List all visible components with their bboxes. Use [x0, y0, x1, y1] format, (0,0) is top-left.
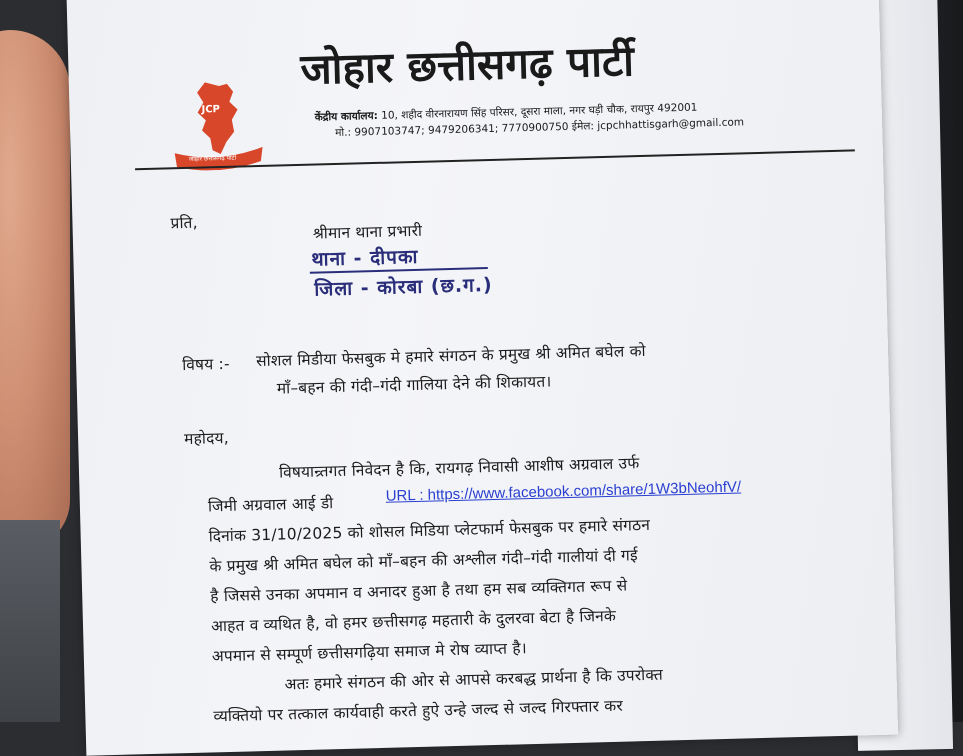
body-line-6: आहत व व्यथित है, वो हमर छत्तीसगढ़ महतारी के दुलरवा बेटा है जिनके: [210, 606, 617, 636]
phone-numbers: 9907103747; 9479206341; 7770900750: [354, 120, 569, 139]
phone-label: मो.:: [335, 126, 352, 140]
sleeve: [0, 520, 60, 722]
body-line-4: के प्रमुख श्री अमित बघेल को माँ–बहन की अश्लील गंदी–गंदी गालीयां दी गई: [209, 546, 639, 576]
organization-name: जोहार छत्तीसगढ़ पार्टी: [299, 36, 635, 94]
body-line-2: जिमी अग्रवाल आई डी: [207, 494, 334, 516]
recipient: श्रीमान थाना प्रभारी: [312, 221, 423, 243]
letterhead-address: [315, 98, 745, 141]
body-line-3: दिनांक 31/10/2025 को शोसल मिडिया प्लेटफार्म फेसबुक पर हमारे संगठन: [208, 515, 651, 546]
office-address: 10, शहीद वीरनारायण सिंह परिसर, दूसरा माला, नगर घड़ी चौक, रायपुर 492001: [381, 101, 698, 122]
facebook-url-link[interactable]: URL : https://www.facebook.com/share/1W3bNeohfV/: [385, 478, 742, 505]
to-label: प्रति,: [170, 213, 198, 233]
party-logo: [167, 79, 269, 172]
subject-label: विषय :-: [181, 354, 230, 375]
handwritten-police-station: थाना - दीपका: [311, 245, 419, 271]
subject-line-2: माँ–बहन की गंदी–गंदी गालिया देने की शिकायत।: [276, 372, 552, 398]
subject-line-1: सोशल मिडीया फेसबुक मे हमारे संगठन के प्रमुख श्री अमित बघेल को: [255, 341, 646, 371]
body-line-7: अपमान से सम्पूर्ण छत्तीसगढ़िया समाज मे रोष व्याप्त है।: [211, 639, 528, 666]
body-line-9: व्यक्तियो पर तत्काल कार्यवाही करते हुऐ उन्हे जल्द से जल्द गिरफ्तार कर: [213, 696, 624, 726]
salutation: महोदय,: [183, 428, 230, 449]
handwritten-district: जिला - कोरबा (छ.ग.): [314, 273, 493, 301]
holding-hand: [0, 30, 70, 550]
office-label: केंद्रीय कार्यालय:: [314, 109, 379, 124]
body-line-8: अतः हमारे संगठन की ओर से आपसे करबद्ध प्रार्थना है कि उपरोक्त: [284, 665, 664, 694]
email-address: jcpchhattisgarh@gmail.com: [597, 116, 745, 133]
logo-ribbon-text: जोहार छत्तीसगढ़ पार्टी: [188, 154, 237, 163]
body-line-1: विषयान्र्तगत निवेदन है कि, रायगढ़ निवासी आशीष अग्रवाल उर्फ: [278, 454, 640, 482]
email-label: ईमेल:: [571, 120, 595, 133]
body-line-5: है जिससे उनका अपमान व अनादर हुआ है तथा हम सब व्यक्तिगत रूप से: [210, 576, 628, 606]
letter-page: [66, 0, 898, 756]
logo-text: JCP: [201, 104, 221, 116]
